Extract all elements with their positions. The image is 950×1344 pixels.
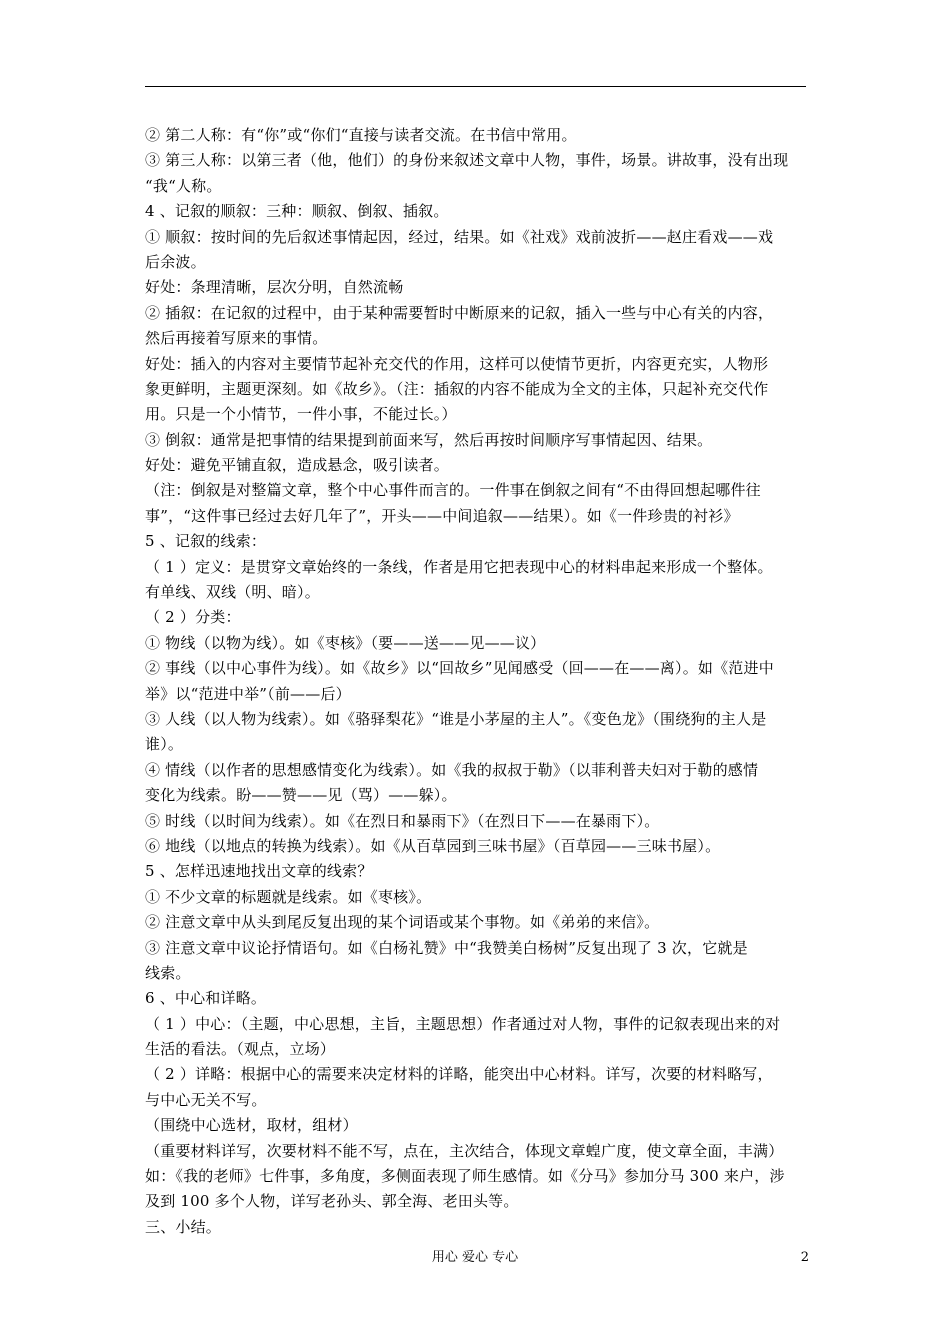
text-line: ③ 第三人称：以第三者（他，他们）的身份来叙述文章中人物，事件，场景。讲故事，没有出现: [145, 151, 789, 170]
text-line: 象更鲜明，主题更深刻。如《故乡》。（注：插叙的内容不能成为全文的主体，只起补充交代作: [145, 379, 769, 398]
text-line: （重要材料详写，次要材料不能不写，点在，主次结合，体现文章蝗广度，使文章全面，丰满）: [145, 1141, 784, 1160]
text-line: （围绕中心选材，取材，组材）: [145, 1116, 358, 1135]
text-line: 5 、记叙的线索：: [145, 532, 267, 551]
body-text: [145, 123, 809, 1240]
text-line: （ 1 ）中心：（主题，中心思想，主旨，主题思想）作者通过对人物，事件的记叙表现出来的对: [145, 1014, 781, 1033]
header-rule: [145, 86, 806, 87]
text-line: ② 第二人称：有“你”或“你们“直接与读者交流。在书信中常用。: [145, 126, 577, 144]
text-line: 三、小结。: [145, 1217, 222, 1236]
text-line: ③ 人线（以人物为线索）。如《骆驿梨花》“谁是小茅屋的主人”。《变色龙》（围绕狗的主人是: [145, 709, 767, 728]
page-number: 2: [800, 1250, 809, 1265]
text-line: 线索。: [145, 963, 191, 982]
text-line: 5 、怎样迅速地找出文章的线索？: [145, 862, 373, 881]
text-line: ③ 倒叙：通常是把事情的结果提到前面来写，然后再按时间顺序写事情起因、结果。: [145, 430, 713, 449]
text-line: ② 插叙：在记叙的过程中，由于某种需要暂时中断原来的记叙，插入一些与中心有关的内容，: [145, 303, 774, 322]
text-line: （ 1 ）定义：是贯穿文章始终的一条线，作者是用它把表现中心的材料串起来形成一个整体。: [145, 557, 773, 576]
text-line: （ 2 ）分类：: [145, 608, 241, 627]
text-line: （ 2 ）详略：根据中心的需要来决定材料的详略，能突出中心材料。详写，次要的材料略写，: [145, 1065, 773, 1084]
text-line: 变化为线索。盼——赞——见（骂）——躲）。: [145, 786, 457, 805]
text-line: 举》以“范进中举”（前——后）: [145, 684, 351, 703]
text-line: 用。只是一个小情节，一件小事，不能过长。）: [145, 405, 457, 424]
text-line: “我“人称。: [145, 176, 222, 195]
text-line: ⑥ 地线（以地点的转换为线索）。如《从百草园到三味书屋》（百草园——三味书屋）。: [145, 836, 721, 855]
text-line: ② 注意文章中从头到尾反复出现的某个词语或某个事物。如《弟弟的来信》。: [145, 913, 660, 932]
text-line: ④ 情线（以作者的思想感情变化为线索）。如《我的叔叔于勒》（以菲利普夫妇对于勒的感情: [145, 760, 759, 779]
text-line: 然后再接着写原来的事情。: [145, 329, 328, 348]
text-line: 好处：条理清晰，层次分明，自然流畅: [145, 278, 404, 297]
text-line: 好处：避免平铺直叙，造成悬念，吸引读者。: [145, 456, 450, 475]
text-line: 如：《我的老师》七件事，多角度，多侧面表现了师生感情。如《分马》参加分马 300 来户，涉: [145, 1167, 785, 1186]
text-line: 与中心无关不写。: [145, 1090, 267, 1109]
text-line: ① 物线（以物为线）。如《枣核》（要——送——见——议）: [145, 633, 546, 652]
text-line: ① 不少文章的标题就是线索。如《枣核》。: [145, 887, 432, 906]
text-line: 4 、记叙的顺叙：三种：顺叙、倒叙、插叙。: [145, 202, 449, 221]
text-line: 事”，“这件事已经过去好几年了”，开头——中间追叙——结果）。如《一件珍贵的衬衫》: [145, 506, 739, 525]
text-line: 谁）。: [145, 735, 184, 754]
text-line: （注：倒叙是对整篇文章，整个中心事件而言的。一件事在倒叙之间有“不由得回想起哪件往: [145, 481, 761, 500]
text-line: 及到 100 多个人物，详写老孙头、郭全海、老田头等。: [145, 1192, 519, 1211]
text-line: ② 事线（以中心事件为线）。如《故乡》以“回故乡”见闻感受（回——在——离）。如《范进中: [145, 659, 774, 678]
text-line: 好处：插入的内容对主要情节起补充交代的作用，这样可以使情节更折，内容更充实，人物形: [145, 354, 769, 373]
text-line: 有单线、双线（明、暗）。: [145, 583, 320, 602]
text-line: ⑤ 时线（以时间为线索）。如《在烈日和暴雨下》（在烈日下——在暴雨下）。: [145, 811, 660, 830]
text-line: 生活的看法。（观点，立场）: [145, 1040, 336, 1059]
text-line: ③ 注意文章中议论抒情语句。如《白杨礼赞》中“我赞美白杨树”反复出现了 3 次，它就是: [145, 938, 748, 957]
text-line: 6 、中心和详略。: [145, 989, 267, 1008]
footer-motto: 用心 爱心 专心: [431, 1250, 519, 1265]
text-line: 后余波。: [145, 252, 206, 271]
page-footer: [0, 1248, 950, 1268]
text-line: ① 顺叙：按时间的先后叙述事情起因，经过，结果。如《社戏》戏前波折——赵庄看戏——戏: [145, 227, 774, 246]
